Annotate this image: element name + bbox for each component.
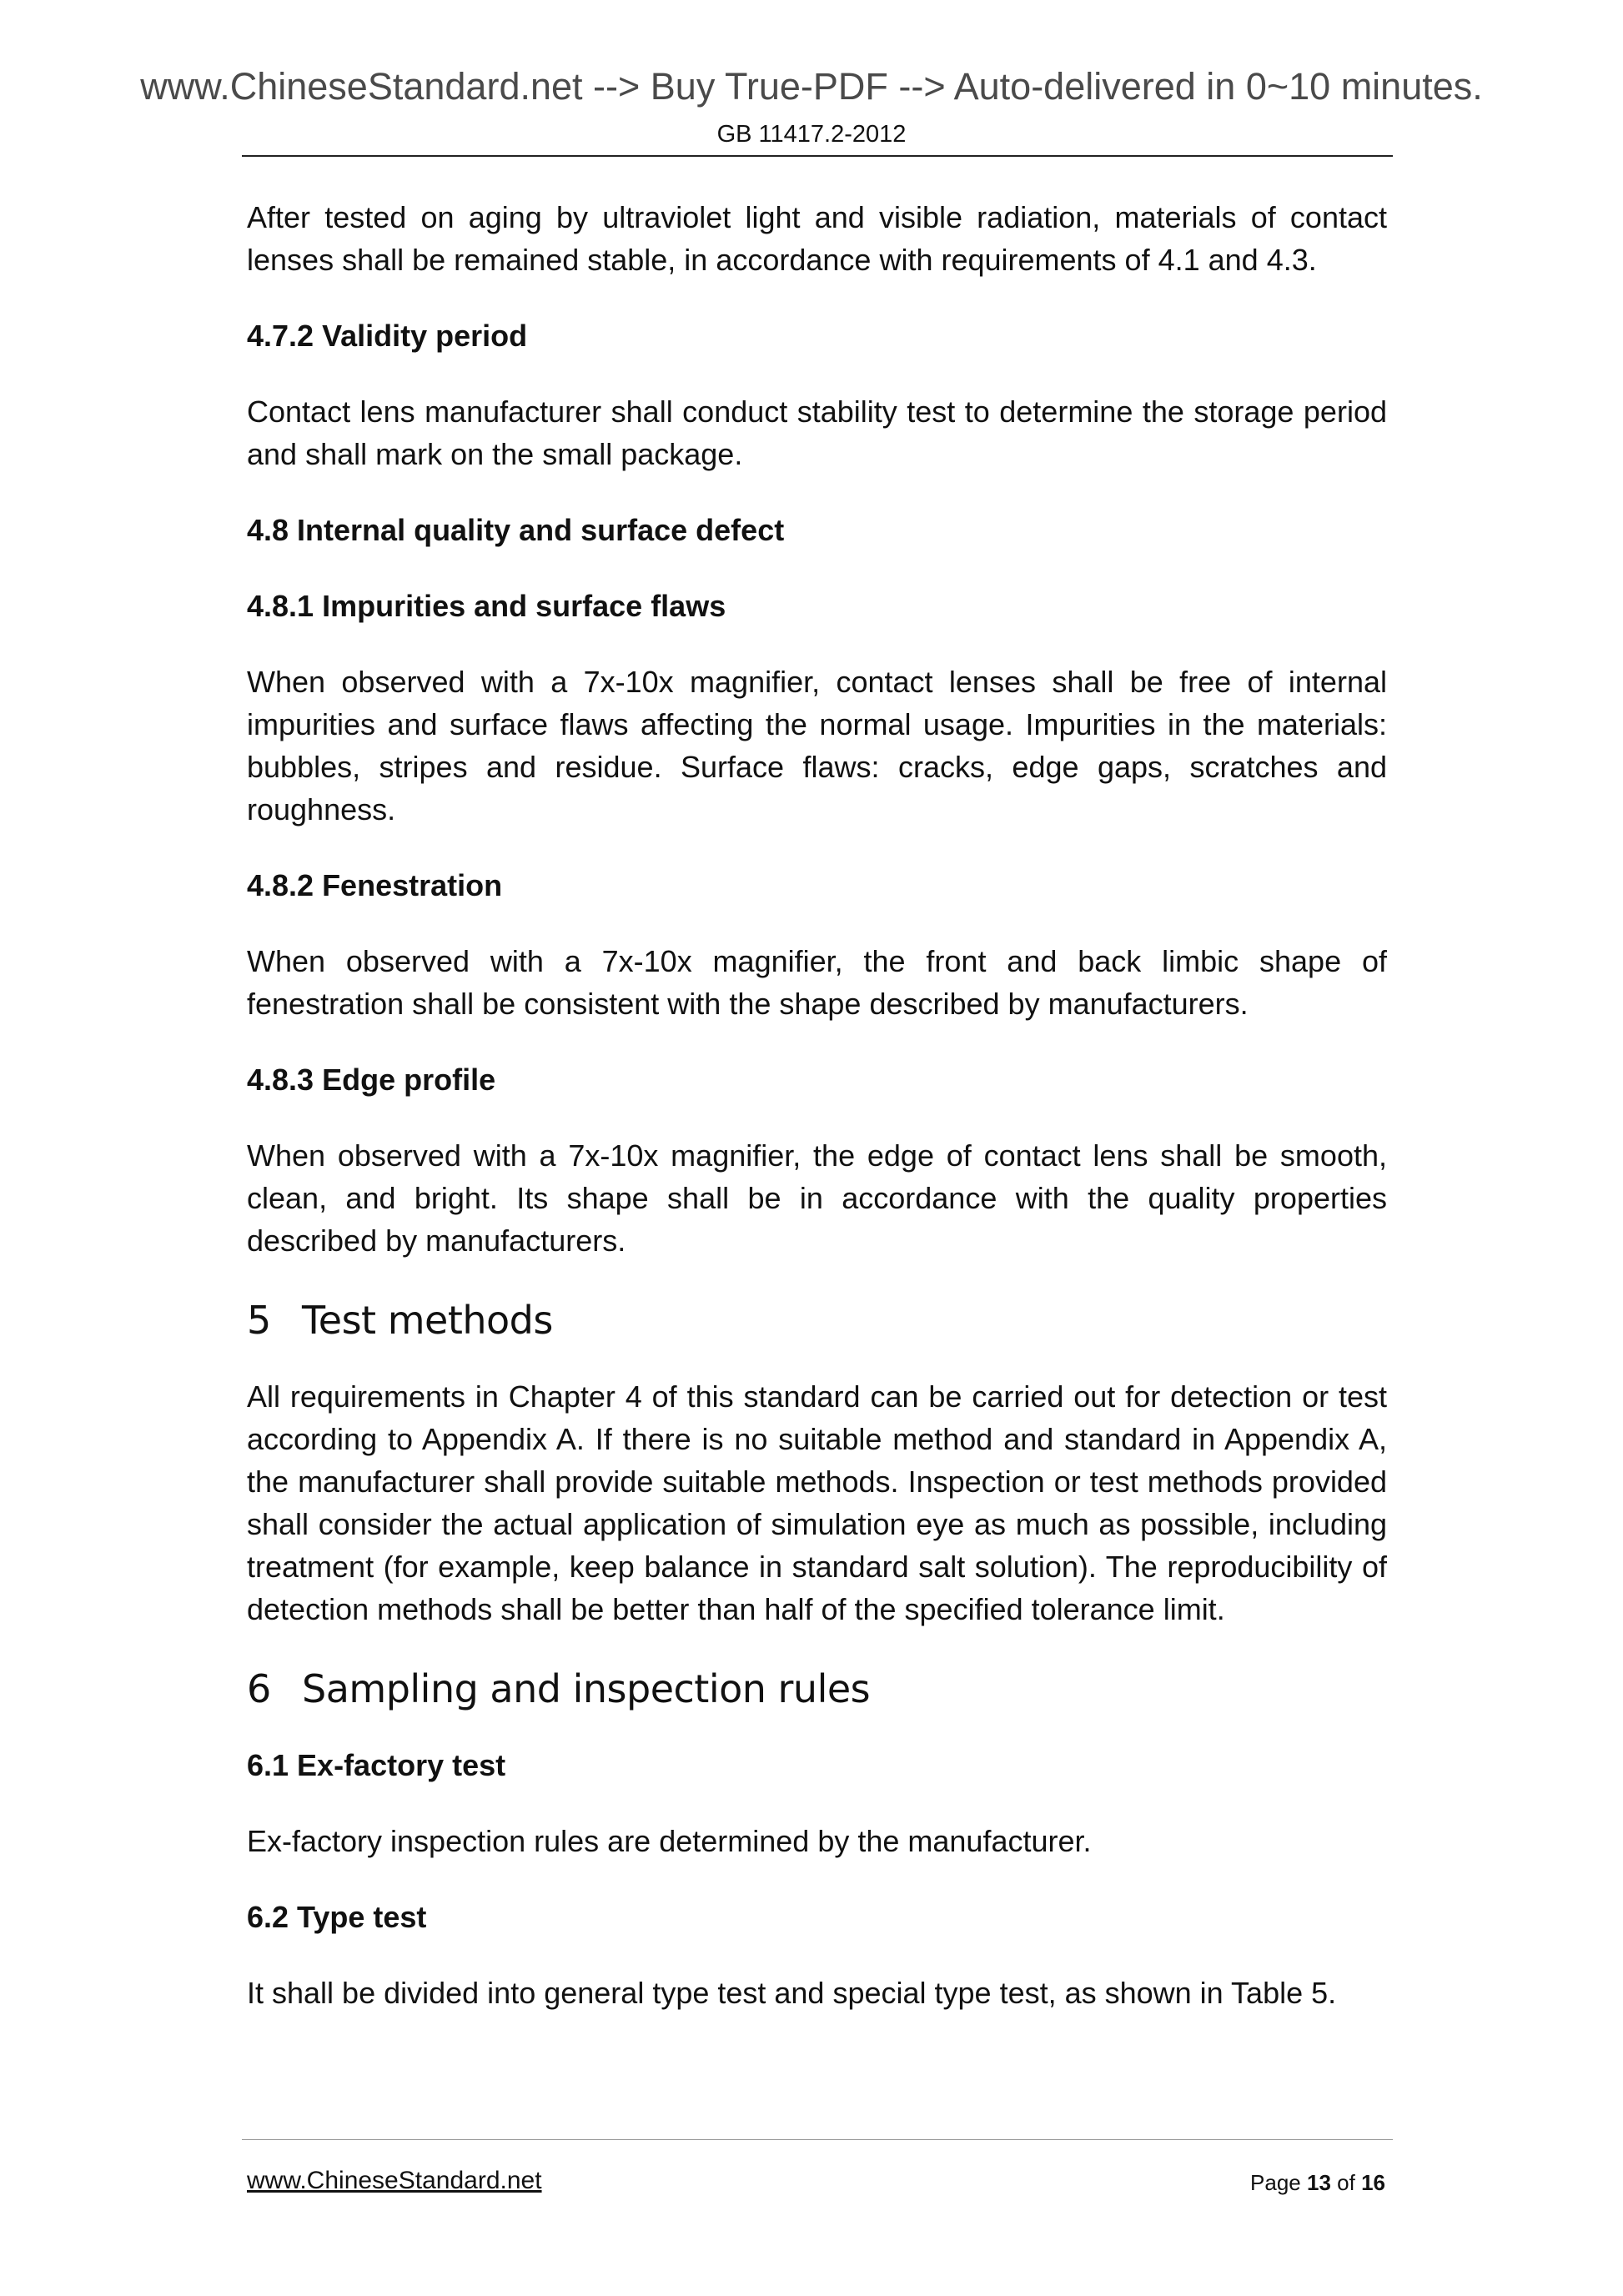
section-5-number: 5 [247,1298,271,1343]
document-code: GB 11417.2-2012 [716,121,907,148]
heading-4-8-1: 4.8.1 Impurities and surface flaws [247,589,726,623]
section-6-number: 6 [247,1666,271,1711]
footer-divider [242,2139,1393,2140]
heading-4-8: 4.8 Internal quality and surface defect [247,513,785,547]
section-6-heading [247,1664,1387,1714]
paragraph-impurities: When observed with a 7x-10x magnifier, contact lenses shall be free of internal impurities and surface flaws affecting the normal usage. Impurities in the materials: bubbles, stripes and residue. Surface flaws: cracks, edge gaps, scratches and roughness. [247,665,1387,826]
paragraph-fenestration: When observed with a 7x-10x magnifier, the front and back limbic shape of fenestration shall be consistent with the shape described by manufacturers. [247,944,1387,1021]
source-banner: www.ChineseStandard.net --> Buy True-PDF --> Auto-delivered in 0~10 minutes. [140,65,1483,108]
page-number [1250,2170,1385,2196]
page-label: Page [1250,2170,1301,2195]
section-6-title: Sampling and inspection rules [302,1666,871,1711]
paragraph-exfactory: Ex-factory inspection rules are determined by the manufacturer. [247,1824,1092,1858]
page-of: of [1337,2170,1355,2195]
header-divider [242,155,1393,157]
heading-6-2: 6.2 Type test [247,1900,427,1934]
section-5-title: Test methods [302,1298,553,1343]
footer-site-link[interactable]: www.ChineseStandard.net [247,2167,542,2194]
paragraph-edge-profile: When observed with a 7x-10x magnifier, the edge of contact lens shall be smooth, clean, and bright. Its shape shall be in accordance with the quality properties described by manufacturers. [247,1138,1387,1258]
heading-6-1: 6.1 Ex-factory test [247,1748,506,1782]
page-current: 13 [1307,2170,1331,2195]
section-5-heading [247,1295,1387,1345]
paragraph-type-test: It shall be divided into general type test and special type test, as shown in Table 5. [247,1976,1337,2010]
paragraph-aging: After tested on aging by ultraviolet light and visible radiation, materials of contact lenses shall be remained stable, in accordance with requirements of 4.1 and 4.3. [247,200,1387,277]
paragraph-test-methods: All requirements in Chapter 4 of this standard can be carried out for detection or test according to Appendix A. If there is no suitable method and standard in Appendix A, the manufacturer shall provide suitable methods. Inspection or test methods provided shall consider the actual application of simulation eye as much as possible, including treatment (for example, keep balance in standard salt solution). The reproducibility of detection methods shall be better than half of the specified tolerance limit. [247,1379,1387,1626]
heading-4-8-3: 4.8.3 Edge profile [247,1063,496,1097]
heading-4-7-2: 4.7.2 Validity period [247,319,528,353]
paragraph-validity: Contact lens manufacturer shall conduct stability test to determine the storage period and shall mark on the small package. [247,394,1387,471]
page-total: 16 [1361,2170,1385,2195]
heading-4-8-2: 4.8.2 Fenestration [247,868,503,902]
page-body [247,196,1387,2047]
